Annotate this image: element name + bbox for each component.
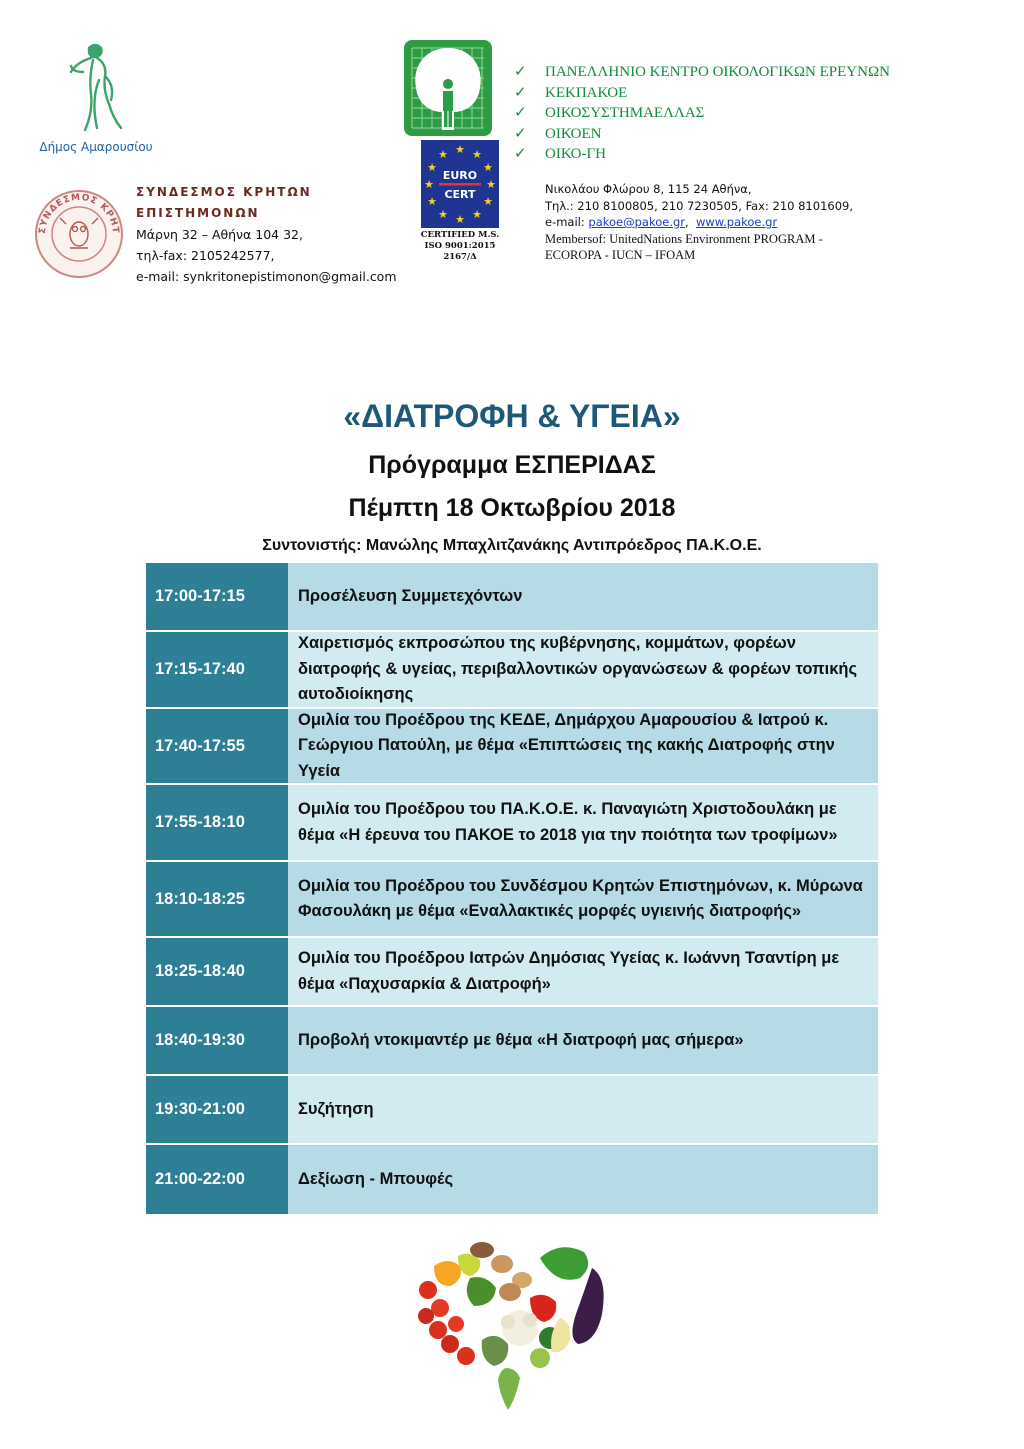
organization-item: ✓ ΠΑΝΕΛΛΗΝΙΟ ΚΕΝΤΡΟ ΟΙΚΟΛΟΓΙΚΩΝ ΕΡΕΥΝΩΝ [514, 62, 890, 83]
union-address: Μάρνη 32 – Αθήνα 104 32, [136, 227, 303, 242]
svg-text:★: ★ [438, 148, 448, 161]
svg-text:★: ★ [438, 208, 448, 221]
municipality-name: Δήμος Αμαρουσίου [39, 140, 153, 154]
checkmark-icon: ✓ [514, 105, 527, 121]
event-title: «ΔΙΑΤΡΟΦΗ & ΥΓΕΙΑ» [343, 398, 681, 434]
certification-text [410, 230, 510, 263]
schedule-time: 17:00-17:15 [146, 563, 288, 630]
schedule-description: Ομιλία του Προέδρου του ΠΑ.Κ.Ο.Ε. κ. Παναγιώτη Χριστοδουλάκη με θέμα «Η έρευνα του ΠΑΚΟΕ το 2018 για την ποιότητα των τροφίμων» [288, 785, 878, 860]
eu-stars-icon [421, 140, 499, 228]
schedule-time: 21:00-22:00 [146, 1145, 288, 1214]
municipality-logo [36, 40, 156, 160]
seal-icon [30, 186, 128, 278]
schedule-time: 18:10-18:25 [146, 862, 288, 936]
contact-email-line: e-mail: pakoe@pakoe.gr, www.pakoe.gr [545, 215, 778, 229]
email-link[interactable]: pakoe@pakoe.gr [588, 215, 686, 229]
event-subtitle: Πρόγραμμα ΕΣΠΕΡΙΔΑΣ [368, 451, 656, 479]
schedule-time: 17:15-17:40 [146, 632, 288, 707]
schedule-row [146, 785, 878, 862]
svg-text:★: ★ [427, 161, 437, 174]
schedule-table [146, 563, 878, 1214]
eurocert-cert: CERT [444, 188, 476, 201]
certified-line2: ISO 9001:2015 [424, 241, 496, 251]
svg-text:★: ★ [455, 213, 465, 226]
contact-info [545, 181, 853, 264]
contact-address: Νικολάου Φλώρου 8, 115 24 Αθήνα, [545, 182, 752, 196]
schedule-row [146, 1145, 878, 1214]
schedule-row [146, 862, 878, 938]
eurocert-logo [421, 140, 499, 228]
schedule-row [146, 632, 878, 709]
certified-line3: 2167/Δ [443, 252, 477, 262]
schedule-description: Χαιρετισμός εκπροσώπου της κυβέρνησης, κομμάτων, φορέων διατροφής & υγείας, περιβαλλοντικών οργανώσεων & φορέων τοπικής αυτοδιοίκησης [288, 632, 878, 707]
schedule-time: 19:30-21:00 [146, 1076, 288, 1143]
schedule-description: Ομιλία του Προέδρου του Συνδέσμου Κρητών Επιστημόνων, κ. Μύρωνα Φασουλάκη με θέμα «Εναλλακτικές μορφές υγιεινής διατροφής» [288, 862, 878, 936]
tree-person-icon [402, 38, 494, 138]
svg-text:★: ★ [455, 143, 465, 156]
email-label: e-mail: [545, 215, 585, 229]
schedule-row [146, 563, 878, 632]
schedule-time: 17:40-17:55 [146, 709, 288, 783]
union-name-line1: ΣΥΝΔΕΣΜΟΣ ΚΡΗΤΩΝ [136, 185, 312, 199]
certified-line1: CERTIFIED M.S. [420, 230, 500, 240]
pakoe-tree-logo [402, 38, 494, 138]
schedule-description: Ομιλία του Προέδρου της ΚΕΔΕ, Δημάρχου Αμαρουσίου & Ιατρού κ. Γεώργιου Πατούλη, με θέμα «Επιπτώσεις της κακής Διατροφής στην Υγεία [288, 709, 878, 783]
athena-figure-icon [61, 40, 131, 138]
checkmark-icon: ✓ [514, 64, 527, 80]
schedule-row [146, 938, 878, 1007]
svg-text:★: ★ [483, 161, 493, 174]
vegetable-heart-image [410, 1238, 620, 1418]
union-name-line2: ΕΠΙΣΤΗΜΟΝΩΝ [136, 206, 260, 220]
members-line1: Membersof: UnitedNations Environment PROGRAM - [545, 231, 823, 246]
svg-text:★: ★ [427, 195, 437, 208]
seal-text: ΣΥΝΔΕΣΜΟΣ ΚΡΗΤ [37, 192, 121, 235]
contact-phones: Τηλ.: 210 8100805, 210 7230505, Fax: 210 8101609, [545, 198, 853, 213]
eurocert-euro: EURO [442, 169, 478, 182]
event-date: Πέμπτη 18 Οκτωβρίου 2018 [348, 494, 676, 522]
svg-text:★: ★ [424, 178, 434, 191]
members-line2: ECOROPA - IUCN – IFOAM [545, 248, 696, 262]
organization-list [514, 62, 890, 165]
svg-text:★: ★ [472, 148, 482, 161]
schedule-description: Δεξίωση - Μπουφές [288, 1145, 878, 1214]
vegetable-heart-icon [410, 1238, 620, 1418]
schedule-description: Ομιλία του Προέδρου Ιατρών Δημόσιας Υγείας κ. Ιωάννη Τσαντίρη με θέμα «Παχυσαρκία & Διατροφή» [288, 938, 878, 1005]
schedule-time: 17:55-18:10 [146, 785, 288, 860]
website-link[interactable]: www.pakoe.gr [695, 215, 778, 229]
event-coordinator: Συντονιστής: Μανώλης Μπαχλιτζανάκης Αντιπρόεδρος ΠΑ.Κ.Ο.Ε. [262, 537, 762, 554]
schedule-row [146, 1007, 878, 1076]
svg-text:★: ★ [483, 195, 493, 208]
schedule-description: Συζήτηση [288, 1076, 878, 1143]
svg-text:★: ★ [472, 208, 482, 221]
checkmark-icon: ✓ [514, 84, 527, 101]
schedule-row [146, 709, 878, 785]
organization-item: ✓ ΟΙΚΟΕΝ [514, 124, 890, 145]
schedule-description: Προβολή ντοκιμαντέρ με θέμα «Η διατροφή μας σήμερα» [288, 1007, 878, 1074]
checkmark-icon: ✓ [514, 146, 527, 162]
union-info [136, 182, 397, 287]
organization-item: ✓ ΚΕΚΠΑΚΟΕ [514, 83, 890, 104]
schedule-time: 18:25-18:40 [146, 938, 288, 1005]
checkmark-icon: ✓ [514, 125, 527, 142]
organization-item: ✓ ΟΙΚΟΣΥΣΤΗΜΑΕΛΛΑΣ [514, 103, 890, 124]
schedule-row [146, 1076, 878, 1145]
organization-item: ✓ ΟΙΚΟ-ΓΗ [514, 144, 890, 165]
union-phone: τηλ-fax: 2105242577, [136, 248, 275, 263]
schedule-description: Προσέλευση Συμμετεχόντων [288, 563, 878, 630]
union-email: e-mail: synkritonepistimonon@gmail.com [136, 269, 397, 284]
union-seal [30, 186, 128, 278]
svg-text:★: ★ [486, 178, 496, 191]
schedule-time: 18:40-19:30 [146, 1007, 288, 1074]
